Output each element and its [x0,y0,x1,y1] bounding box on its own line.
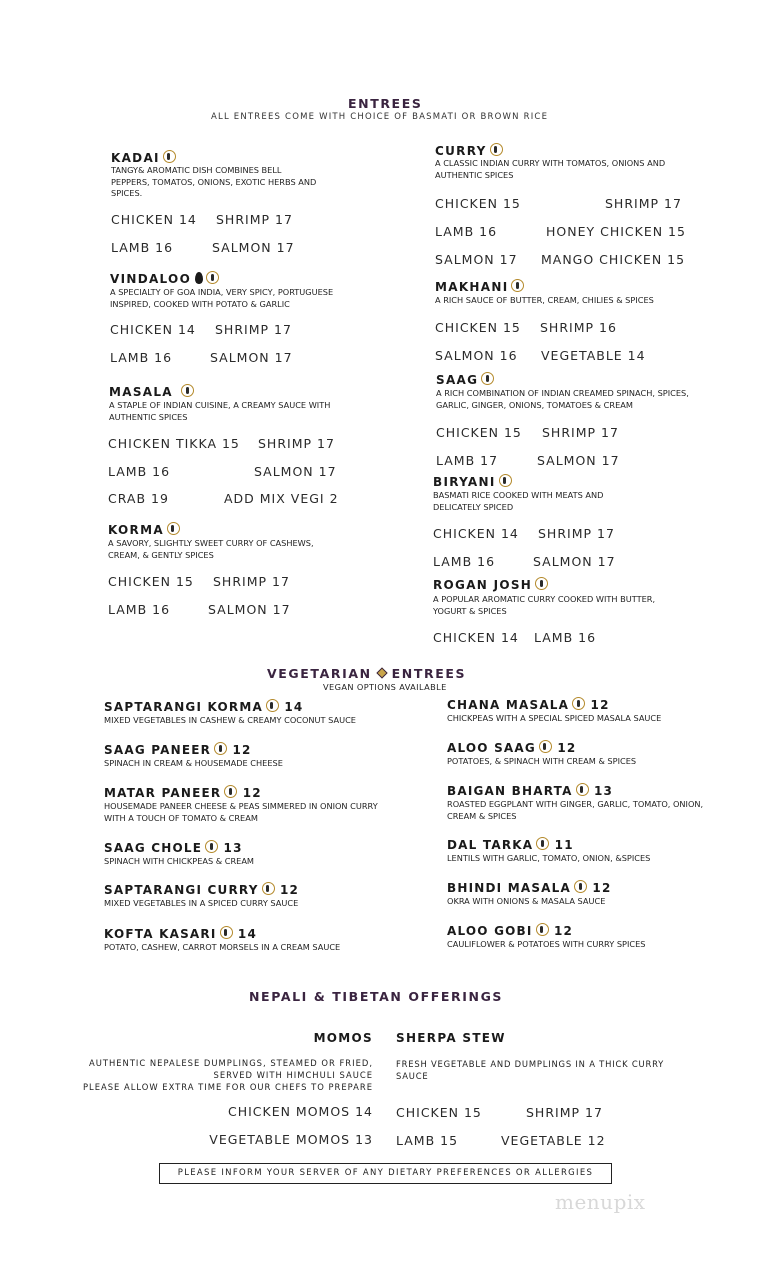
price: SHRIMP 17 [538,526,615,541]
spice-badge-icon [536,923,549,936]
veg-dish-desc: MIXED VEGETABLES IN CASHEW & CREAMY COCONUT SAUCE [104,715,356,725]
price: VEGETABLE 14 [541,348,646,363]
dish-rogan-josh-name: ROGAN JOSH [433,577,548,592]
price: SHRIMP 17 [258,436,335,451]
price: SALMON 17 [435,252,518,267]
nepali-title: NEPALI & TIBETAN OFFERINGS [249,989,504,1004]
spice-badge-icon [220,926,233,939]
price: CRAB 19 [108,491,169,506]
price: LAMB 16 [108,602,171,617]
veg-dish-desc: CHICKPEAS WITH A SPECIAL SPICED MASALA SAUCE [447,713,662,723]
entrees-title: ENTREES [348,96,423,111]
price: CHICKEN 15 [435,320,521,335]
price: SHRIMP 17 [216,212,293,227]
price: CHICKEN MOMOS 14 [227,1104,373,1119]
vegetarian-subtitle: VEGAN OPTIONS AVAILABLE [323,682,447,692]
spice-badge-icon [262,882,275,895]
price: CHICKEN 14 [110,322,196,337]
veg-dish-name: KOFTA KASARI 14 [104,927,257,941]
dish-kadai-name: KADAI [111,150,176,165]
price: CHICKEN TIKKA 15 [108,436,240,451]
dish-curry-desc: A CLASSIC INDIAN CURRY WITH TOMATOS, ONIONS AND AUTHENTIC SPICES [435,158,666,180]
spice-badge-icon [576,783,589,796]
spice-badge-icon [499,474,512,487]
spice-badge-icon [163,150,176,163]
price: CHICKEN 15 [436,425,522,440]
price: LAMB 15 [396,1133,459,1148]
spice-badge-icon [572,697,585,710]
veg-dish-desc: LENTILS WITH GARLIC, TOMATO, ONION, &SPICES [447,853,651,863]
veg-dish-desc: SPINACH WITH CHICKPEAS & CREAM [104,856,254,866]
momos-desc [43,1057,373,1093]
dish-masala-name: MASALA [109,384,194,399]
veg-dish-name: SAAG CHOLE 13 [104,841,243,855]
momos-desc-line: AUTHENTIC NEPALESE DUMPLINGS, STEAMED OR FRIED, [88,1058,373,1068]
price: CHICKEN 15 [435,196,521,211]
spice-badge-icon [266,699,279,712]
veg-dish-name: BAIGAN BHARTA 13 [447,784,614,798]
veg-dish-name: DAL TARKA 11 [447,838,574,852]
dish-korma-desc: A SAVORY, SLIGHTLY SWEET CURRY OF CASHEWS, CREAM, & GENTLY SPICES [108,538,314,560]
spice-badge-icon [539,740,552,753]
dish-saag-name: SAAG [436,372,494,387]
price: SALMON 17 [210,350,293,365]
veg-dish-name: BHINDI MASALA 12 [447,881,612,895]
dish-curry-name: CURRY [435,143,503,158]
price: SHRIMP 17 [215,322,292,337]
veg-dish-name: ALOO GOBI 12 [447,924,574,938]
price: LAMB 16 [433,554,496,569]
price: SALMON 17 [254,464,337,479]
price: CHICKEN 14 [433,630,519,645]
price: SHRIMP 17 [605,196,682,211]
dish-vindaloo-name: VINDALOO [110,271,219,286]
spice-badge-icon [206,271,219,284]
veg-dish-name: SAPTARANGI CURRY 12 [104,883,300,897]
spice-badge-icon [490,143,503,156]
spice-badge-icon [167,522,180,535]
price: SHRIMP 17 [542,425,619,440]
veg-dish-desc: ROASTED EGGPLANT WITH GINGER, GARLIC, TOMATO, ONION, CREAM & SPICES [447,799,704,821]
dish-kadai-desc: TANGY& AROMATIC DISH COMBINES BELL PEPPERS, TOMATOS, ONIONS, EXOTIC HERBS AND SPICES. [111,165,317,198]
price: SALMON 17 [533,554,616,569]
price: CHICKEN 15 [396,1105,482,1120]
sherpa-stew-name: SHERPA STEW [396,1031,506,1045]
price: SALMON 17 [537,453,620,468]
price: VEGETABLE MOMOS 13 [209,1132,373,1147]
dish-biryani-desc: BASMATI RICE COOKED WITH MEATS AND DELICATELY SPICED [433,490,604,512]
spice-badge-icon [511,279,524,292]
momos-name: MOMOS [313,1031,373,1045]
price: SHRIMP 17 [213,574,290,589]
entrees-subtitle: ALL ENTREES COME WITH CHOICE OF BASMATI OR BROWN RICE [211,112,549,122]
spice-badge-icon [224,785,237,798]
dish-makhani-name: MAKHANI [435,279,524,294]
price: LAMB 16 [108,464,171,479]
dish-rogan-josh-desc: A POPULAR AROMATIC CURRY COOKED WITH BUTTER, YOGURT & SPICES [433,594,656,616]
veg-dish-name: MATAR PANEER 12 [104,786,262,800]
flame-icon [195,272,203,284]
watermark-logo: menupix [555,1190,646,1214]
spice-badge-icon [535,577,548,590]
veg-dish-name: CHANA MASALA 12 [447,698,610,712]
veg-dish-desc: POTATOES, & SPINACH WITH CREAM & SPICES [447,756,637,766]
price: LAMB 16 [534,630,597,645]
veg-dish-desc: POTATO, CASHEW, CARROT MORSELS IN A CREAM SAUCE [104,942,341,952]
veg-dish-desc: CAULIFLOWER & POTATOES WITH CURRY SPICES [447,939,646,949]
spice-badge-icon [214,742,227,755]
price: SHRIMP 17 [526,1105,603,1120]
price: MANGO CHICKEN 15 [541,252,686,267]
price: SALMON 16 [435,348,518,363]
price: CHICKEN 15 [108,574,194,589]
veg-dish-name: ALOO SAAG 12 [447,741,577,755]
price: SALMON 17 [208,602,291,617]
spice-badge-icon [481,372,494,385]
veg-dish-desc: MIXED VEGETABLES IN A SPICED CURRY SAUCE [104,898,299,908]
dish-biryani-name: BIRYANI [433,474,512,489]
dish-korma-name: KORMA [108,522,180,537]
price: LAMB 16 [111,240,174,255]
price: CHICKEN 14 [111,212,197,227]
price: SALMON 17 [212,240,295,255]
price: HONEY CHICKEN 15 [546,224,686,239]
spice-badge-icon [574,880,587,893]
diamond-icon [376,667,387,678]
sherpa-stew-desc: FRESH VEGETABLE AND DUMPLINGS IN A THICK CURRY SAUCE [396,1059,665,1081]
dish-saag-desc: A RICH COMBINATION OF INDIAN CREAMED SPINACH, SPICES, GARLIC, GINGER, ONIONS, TOMATOES & CREAM [436,388,689,410]
price: LAMB 16 [110,350,173,365]
momos-desc-line: PLEASE ALLOW EXTRA TIME FOR OUR CHEFS TO PREPARE [82,1082,373,1092]
veg-dish-desc: SPINACH IN CREAM & HOUSEMADE CHEESE [104,758,283,768]
price: VEGETABLE 12 [501,1133,606,1148]
price: ADD MIX VEGI 2 [224,491,339,506]
spice-badge-icon [181,384,194,397]
price: LAMB 17 [436,453,499,468]
dish-masala-desc: A STAPLE OF INDIAN CUISINE, A CREAMY SAUCE WITH AUTHENTIC SPICES [109,400,331,422]
price: LAMB 16 [435,224,498,239]
momos-desc-line: SERVED WITH HIMCHULI SAUCE [213,1070,373,1080]
veg-dish-desc: HOUSEMADE PANEER CHEESE & PEAS SIMMERED IN ONION CURRY WITH A TOUCH OF TOMATO & CREAM [104,801,378,823]
veg-dish-desc: OKRA WITH ONIONS & MASALA SAUCE [447,896,606,906]
allergy-notice: PLEASE INFORM YOUR SERVER OF ANY DIETARY PREFERENCES OR ALLERGIES [159,1163,612,1184]
spice-badge-icon [205,840,218,853]
veg-dish-name: SAPTARANGI KORMA 14 [104,700,304,714]
vegetarian-title: VEGETARIAN ENTREES [267,666,467,681]
price: SHRIMP 16 [540,320,617,335]
spice-badge-icon [536,837,549,850]
price: CHICKEN 14 [433,526,519,541]
dish-vindaloo-desc: A SPECIALTY OF GOA INDIA, VERY SPICY, PORTUGUESE INSPIRED, COOKED WITH POTATO & GARLIC [110,287,334,309]
veg-dish-name: SAAG PANEER 12 [104,743,252,757]
dish-makhani-desc: A RICH SAUCE OF BUTTER, CREAM, CHILIES & SPICES [435,295,654,305]
